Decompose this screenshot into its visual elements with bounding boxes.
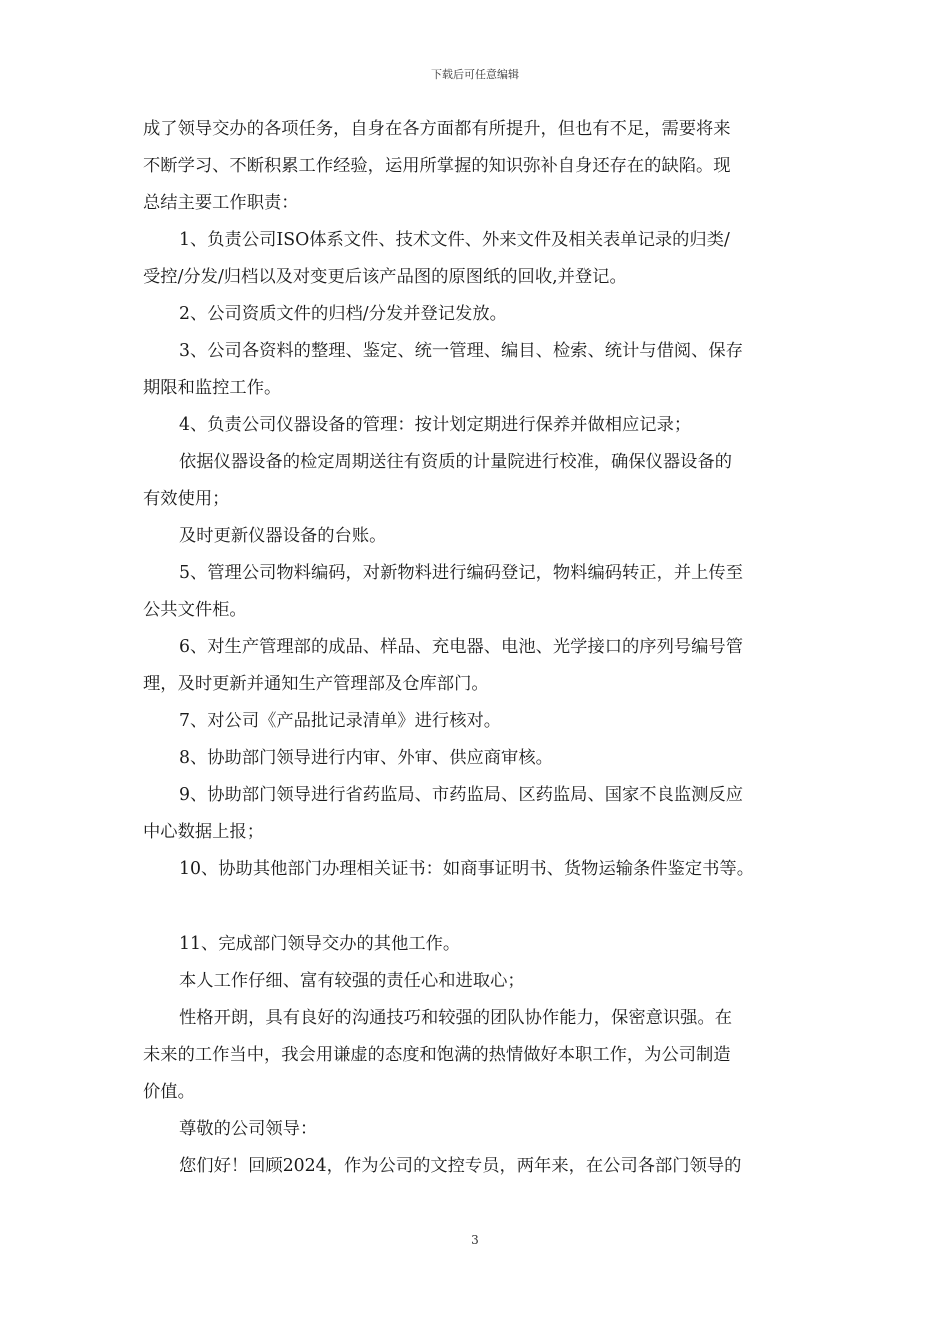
text-line: 本人工作仔细、富有较强的责任心和进取心； xyxy=(179,971,525,991)
text-line: 1、负责公司ISO体系文件、技术文件、外来文件及相关表单记录的归类/ xyxy=(179,230,730,250)
text-line: 未来的工作当中，我会用谦虚的态度和饱满的热情做好本职工作，为公司制造 xyxy=(143,1045,731,1065)
text-line: 5、管理公司物料编码，对新物料进行编码登记，物料编码转正，并上传至 xyxy=(179,563,743,583)
text-line: 及时更新仪器设备的台账。 xyxy=(179,526,387,546)
text-line: 4、负责公司仪器设备的管理：按计划定期进行保养并做相应记录； xyxy=(179,415,692,435)
text-line: 3、公司各资料的整理、鉴定、统一管理、编目、检索、统计与借阅、保存 xyxy=(179,341,743,361)
text-line: 2、公司资质文件的归档/分发并登记发放。 xyxy=(179,304,507,324)
text-line: 中心数据上报； xyxy=(143,822,264,842)
text-line: 理，及时更新并通知生产管理部及仓库部门。 xyxy=(143,674,489,694)
text-line: 性格开朗，具有良好的沟通技巧和较强的团队协作能力，保密意识强。在 xyxy=(179,1008,733,1028)
page-number: 3 xyxy=(471,1233,479,1247)
text-line: 您们好！回顾2024，作为公司的文控专员，两年来，在公司各部门领导的 xyxy=(179,1156,742,1176)
text-line: 7、对公司《产品批记录清单》进行核对。 xyxy=(179,711,502,731)
text-line: 9、协助部门领导进行省药监局、市药监局、区药监局、国家不良监测反应 xyxy=(179,785,743,805)
text-line: 成了领导交办的各项任务，自身在各方面都有所提升，但也有不足，需要将来 xyxy=(143,119,731,139)
text-line: 10、协助其他部门办理相关证书：如商事证明书、货物运输条件鉴定书等。 xyxy=(179,859,754,879)
text-line: 价值。 xyxy=(143,1082,195,1102)
text-line: 11、完成部门领导交办的其他工作。 xyxy=(179,934,461,954)
text-line: 期限和监控工作。 xyxy=(143,378,282,398)
page-header: 下载后可任意编辑 xyxy=(431,68,519,81)
text-line: 依据仪器设备的检定周期送往有资质的计量院进行校准，确保仪器设备的 xyxy=(179,452,733,472)
text-line: 有效使用； xyxy=(143,489,230,509)
text-line: 不断学习、不断积累工作经验，运用所掌握的知识弥补自身还存在的缺陷。现 xyxy=(143,156,731,176)
text-line: 尊敬的公司领导： xyxy=(179,1119,318,1139)
text-line: 8、协助部门领导进行内审、外审、供应商审核。 xyxy=(179,748,553,768)
text-line: 受控/分发/归档以及对变更后该产品图的原图纸的回收,并登记。 xyxy=(143,267,627,287)
text-line: 公共文件柜。 xyxy=(143,600,247,620)
text-line: 6、对生产管理部的成品、样品、充电器、电池、光学接口的序列号编号管 xyxy=(179,637,743,657)
text-line: 总结主要工作职责： xyxy=(143,193,299,213)
